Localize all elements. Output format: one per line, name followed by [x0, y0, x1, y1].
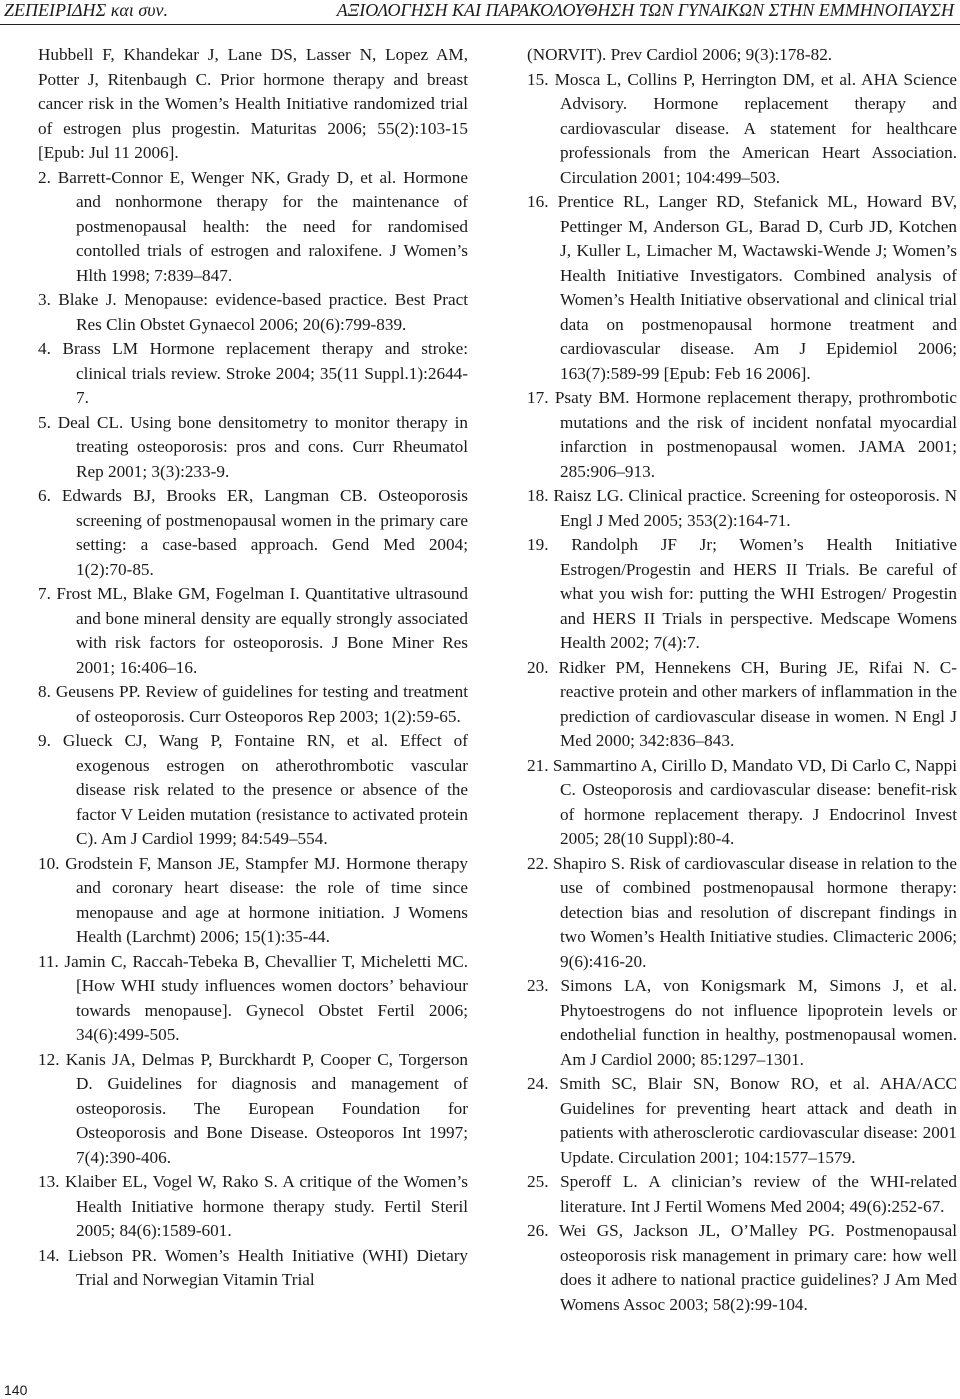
reference-item	[38, 43, 468, 166]
reference-item	[527, 43, 957, 68]
reference-number: 4.	[38, 339, 51, 358]
reference-number: 25.	[527, 1172, 549, 1191]
reference-number: 20.	[527, 657, 549, 677]
reference-number: 21.	[527, 755, 549, 775]
references-right-column	[527, 43, 957, 1317]
reference-number: 23.	[527, 976, 549, 995]
reference-item	[38, 852, 468, 950]
reference-item	[527, 852, 957, 975]
reference-text: Klaiber EL, Vogel W, Rako S. A critique of the Women’s Health Initiative hormone therapy study. Fertil Steril 2005; 84(6):1589-601.	[65, 1172, 468, 1240]
reference-item	[38, 1244, 468, 1293]
reference-item	[38, 680, 468, 729]
reference-text: Frost ML, Blake GM, Fogelman I. Quantitative ultrasound and bone mineral density are equally strongly associated with risk factors for osteoporosis. J Bone Miner Res 2001; 16:406–16.	[56, 584, 469, 677]
reference-text: (NORVIT). Prev Cardiol 2006; 9(3):178-82.	[527, 45, 833, 64]
page-number: 140	[4, 1382, 28, 1398]
reference-text: Smith SC, Blair SN, Bonow RO, et al. AHA/ACC Guidelines for preventing heart attack and death in patients with atherosclerotic cardiovascular disease: 2001 Update. Circulation 2001; 104:1577–1579.	[559, 1074, 957, 1167]
reference-text: Sammartino A, Cirillo D, Mandato VD, Di Carlo C, Nappi C. Osteoporosis and cardiovascular disease: benefit-risk of hormone replacement therapy. J Endocrinol Invest 2005; 28(10 Suppl):80-4.	[552, 755, 958, 848]
reference-number: 19.	[527, 535, 549, 554]
reference-item	[38, 337, 468, 411]
reference-text: Blake J. Menopause: evidence-based practice. Best Pract Res Clin Obstet Gynaecol 2006; 20(6):799-839.	[58, 290, 469, 334]
reference-item	[527, 533, 957, 656]
reference-text: Hubbell F, Khandekar J, Lane DS, Lasser N, Lopez AM, Potter J, Ritenbaugh C. Prior hormone therapy and breast cancer risk in the Women’s Health Initiative randomized trial of estrogen plus progestin. Maturitas 2006; 55(2):103-15 [Epub: Jul 11 2006].	[38, 45, 468, 162]
reference-number: 17.	[527, 388, 549, 407]
reference-item	[527, 386, 957, 484]
reference-item	[527, 656, 957, 754]
reference-text: Glueck CJ, Wang P, Fontaine RN, et al. Effect of exogenous estrogen on atherothrombotic vascular disease risk related to the presence or absence of the factor V Leiden mutation (resistance to activated protein C). Am J Cardiol 1999; 84:549–554.	[62, 731, 468, 848]
reference-item	[38, 288, 468, 337]
reference-item	[527, 974, 957, 1072]
reference-item	[527, 1219, 957, 1317]
reference-item	[527, 68, 957, 191]
reference-number: 6.	[38, 486, 51, 505]
reference-text: Randolph JF Jr; Women’s Health Initiative Estrogen/Progestin and HERS II Trials. Be careful of what you wish for: putting the WHI Estrogen/ Progestin and HERS II Trials in perspective. Medscape Womens Health 2002; 7(4):7.	[560, 535, 957, 652]
reference-item	[527, 190, 957, 386]
reference-item	[38, 1048, 468, 1171]
reference-text: Barrett-Connor E, Wenger NK, Grady D, et al. Hormone and nonhormone therapy for the maintenance of postmenopausal health: the need for randomised contolled trials of estrogen and raloxifene. J Women’s Hlth 1998; 7:839–847.	[57, 167, 469, 285]
reference-number: 26.	[527, 1221, 549, 1240]
header-authors: ΖΕΠΕΙΡΙΔΗΣ και συν.	[4, 0, 168, 20]
reference-text: Ridker PM, Hennekens CH, Buring JE, Rifai N. C-reactive protein and other markers of inflammation in the prediction of cardiovascular disease in women. N Engl J Med 2000; 342:836–843.	[558, 657, 957, 750]
reference-text: Liebson PR. Women’s Health Initiative (WHI) Dietary Trial and Norwegian Vitamin Trial	[67, 1245, 469, 1289]
reference-number: 5.	[38, 412, 51, 432]
reference-text: Geusens PP. Review of guidelines for testing and treatment of osteoporosis. Curr Osteoporos Rep 2003; 1(2):59-65.	[55, 682, 469, 726]
reference-number: 9.	[38, 731, 51, 750]
header-title: ΑΞΙΟΛΟΓΗΣΗ ΚΑΙ ΠΑΡΑΚΟΛΟΥΘΗΣΗ ΤΩΝ ΓΥΝΑΙΚΩΝ ΣΤΗΝ ΕΜΜΗΝΟΠΑΥΣΗ	[336, 0, 954, 20]
reference-number: 10.	[38, 853, 60, 873]
reference-item	[527, 1072, 957, 1170]
reference-item	[527, 754, 957, 852]
reference-text: Grodstein F, Manson JE, Stampfer MJ. Hormone therapy and coronary heart disease: the role of time since menopause and age at hormone initiation. J Womens Health (Larchmt) 2006; 15(1):35-44.	[65, 853, 469, 946]
reference-number: 3.	[38, 290, 51, 309]
reference-number: 12.	[38, 1049, 60, 1069]
reference-text: Simons LA, von Konigsmark M, Simons J, et al. Phytoestrogens do not influence lipoprotein levels or endothelial function in healthy, postmenopausal women. Am J Cardiol 2000; 85:1297–1301.	[560, 976, 957, 1069]
header-divider	[0, 24, 960, 25]
reference-item	[38, 729, 468, 852]
running-header	[0, 0, 960, 24]
reference-text: Raisz LG. Clinical practice. Screening for osteoporosis. N Engl J Med 2005; 353(2):164-71.	[553, 486, 957, 530]
reference-item	[38, 411, 468, 485]
reference-text: Wei GS, Jackson JL, O’Malley PG. Postmenopausal osteoporosis risk management in primary care: how well does it adhere to national practice guidelines? J Am Med Womens Assoc 2003; 58(2):99-104.	[558, 1221, 957, 1314]
reference-item	[527, 1170, 957, 1219]
reference-text: Deal CL. Using bone densitometry to monitor therapy in treating osteoporosis: pros and cons. Curr Rheumatol Rep 2001; 3(3):233-9.	[57, 412, 469, 481]
reference-number: 14.	[38, 1245, 60, 1265]
references-left-column	[38, 43, 468, 1293]
reference-number: 7.	[38, 584, 51, 603]
reference-text: Shapiro S. Risk of cardiovascular disease in relation to the use of combined postmenopausal hormone therapy: detection bias and resolution of discrepant findings in two Women’s Health Initiative studies. Climacteric 2006; 9(6):416-20.	[553, 853, 957, 971]
reference-text: Edwards BJ, Brooks ER, Langman CB. Osteoporosis screening of postmenopausal women in the primary care setting: a case-based approach. Gend Med 2004; 1(2):70-85.	[61, 486, 468, 579]
reference-number: 15.	[527, 69, 549, 89]
reference-text: Jamin C, Raccah-Tebeka B, Chevallier T, Micheletti MC. [How WHI study influences women doctors’ behaviour towards menopause]. Gynecol Obstet Fertil 2006; 34(6):499-505.	[64, 951, 468, 1044]
reference-text: Kanis JA, Delmas P, Burckhardt P, Cooper C, Torgerson D. Guidelines for diagnosis and management of osteoporosis. The European Foundation for Osteoporosis and Bone Disease. Osteoporos Int 1997; 7(4):390-406.	[65, 1049, 469, 1167]
reference-number: 8.	[38, 682, 51, 701]
reference-number: 18.	[527, 486, 549, 505]
reference-number: 16.	[527, 192, 549, 211]
reference-text: Brass LM Hormone replacement therapy and stroke: clinical trials review. Stroke 2004; 35(11 Suppl.1):2644-7.	[62, 339, 469, 407]
reference-number: 2.	[38, 167, 51, 187]
reference-number: 11.	[38, 951, 59, 971]
reference-item	[527, 484, 957, 533]
reference-number: 24.	[527, 1074, 549, 1093]
reference-text: Prentice RL, Langer RD, Stefanick ML, Howard BV, Pettinger M, Anderson GL, Barad D, Curb JD, Kotchen J, Kuller L, Limacher M, Wactawski-Wende J; Women’s Health Initiative Investigators. Combined analysis of Women’s Health Initiative observational and clinical trial data on postmenopausal hormone treatment and cardiovascular disease. Am J Epidemiol 2006; 163(7):589-99 [Epub: Feb 16 2006].	[557, 192, 958, 383]
reference-item	[38, 950, 468, 1048]
reference-text: Mosca L, Collins P, Herrington DM, et al. AHA Science Advisory. Hormone replacement therapy and cardiovascular disease. A statement for healthcare professionals from the American Heart Association. Circulation 2001; 104:499–503.	[554, 69, 958, 187]
reference-number: 22.	[527, 853, 549, 873]
reference-number: 13.	[38, 1172, 60, 1191]
reference-text: Psaty BM. Hormone replacement therapy, prothrombotic mutations and the risk of incident nonfatal myocardial infarction in postmenopausal women. JAMA 2001; 285:906–913.	[554, 388, 958, 481]
reference-item	[38, 484, 468, 582]
reference-item	[38, 1170, 468, 1244]
reference-item	[38, 582, 468, 680]
reference-item	[38, 166, 468, 289]
reference-text: Speroff L. A clinician’s review of the WHI-related literature. Int J Fertil Womens Med 2004; 49(6):252-67.	[560, 1172, 957, 1216]
